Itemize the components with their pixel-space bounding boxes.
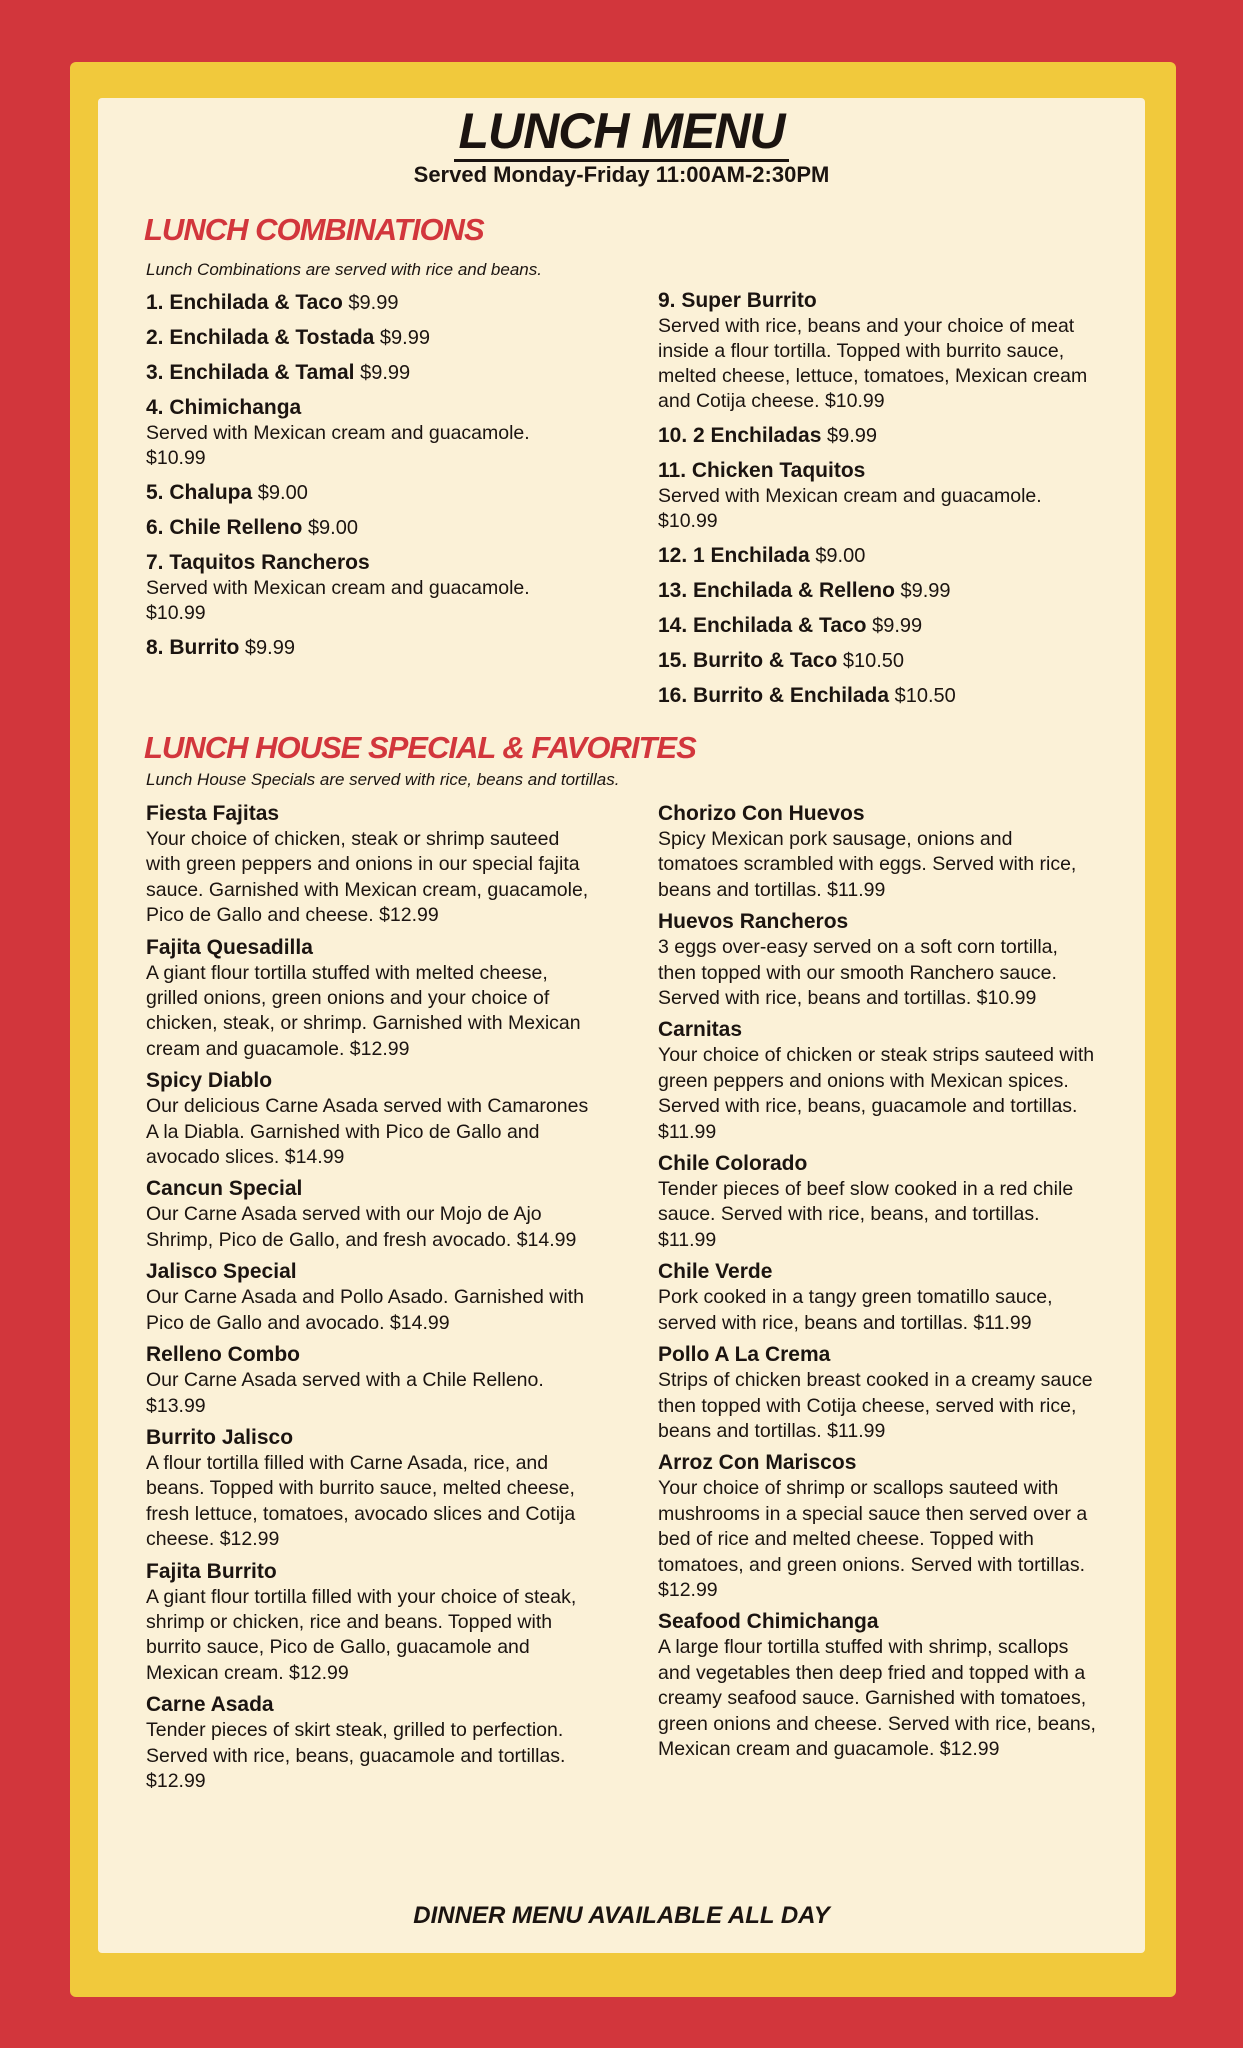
special-item <box>658 1342 1098 1444</box>
combo-item <box>146 395 586 471</box>
special-description: Our Carne Asada served with our Mojo de Ajo Shrimp, Pico de Gallo, and fresh avocado. $14.99 <box>146 1203 577 1251</box>
special-description: Our Carne Asada and Pollo Asado. Garnished with Pico de Gallo and avocado. $14.99 <box>146 1286 584 1334</box>
special-item <box>658 1259 1098 1336</box>
combo-price: $10.50 <box>894 685 956 707</box>
combo-price: $9.99 <box>360 362 411 384</box>
special-description: Your choice of chicken or steak strips sauteed with green peppers and onions with Mexican spices. Served with rice, beans, guacamole and tortillas. $11.99 <box>658 1044 1095 1143</box>
combo-name: 14. Enchilada & Taco <box>658 614 867 637</box>
special-description: 3 eggs over-easy served on a soft corn tortilla, then topped with our smooth Ranchero sauce. Served with rice, beans and tortillas. $10.99 <box>658 936 1058 1010</box>
special-item <box>146 1692 591 1794</box>
combinations-right-column <box>658 288 1098 718</box>
combo-name: 16. Burrito & Enchilada <box>658 684 890 707</box>
special-description: Strips of chicken breast cooked in a creamy sauce then topped with Cotija cheese, served with rice, beans and tortillas. $11.99 <box>658 1369 1093 1442</box>
special-description: A giant flour tortilla stuffed with melted cheese, grilled onions, green onions and your choice of chicken, steak, or shrimp. Garnished with Mexican cream and guacamole. $12.99 <box>146 961 581 1060</box>
combo-item <box>658 648 1098 674</box>
special-name: Relleno Combo <box>146 1343 301 1367</box>
special-item <box>146 1342 591 1419</box>
combo-description: Served with Mexican cream and guacamole. $10.99 <box>146 422 530 469</box>
combo-description: Served with Mexican cream and guacamole. $10.99 <box>658 485 1042 532</box>
combo-price: $9.99 <box>872 615 923 637</box>
special-name: Pollo A La Crema <box>658 1343 831 1367</box>
combo-name: 12. 1 Enchilada <box>658 544 810 567</box>
combo-item <box>658 578 1098 604</box>
combo-name: 8. Burrito <box>146 636 240 659</box>
combo-item <box>146 550 586 626</box>
special-name: Arroz Con Mariscos <box>658 1451 857 1475</box>
special-name: Fajita Quesadilla <box>146 935 313 959</box>
special-description: A flour tortilla filled with Carne Asada, rice, and beans. Topped with burrito sauce, melted cheese, fresh lettuce, tomatoes, avocado slices and Cotija cheese. $12.99 <box>146 1451 576 1551</box>
specials-left-column <box>146 801 591 1800</box>
combo-item <box>658 613 1098 639</box>
combo-item <box>658 288 1098 414</box>
special-name: Chile Verde <box>658 1260 773 1284</box>
combo-name: 10. 2 Enchiladas <box>658 424 822 447</box>
combo-item <box>146 360 586 386</box>
special-item <box>658 801 1098 903</box>
specials-heading: LUNCH HOUSE SPECIAL & FAVORITES <box>144 730 696 765</box>
special-description: Tender pieces of beef slow cooked in a red chile sauce. Served with rice, beans, and tortillas. $11.99 <box>658 1178 1074 1251</box>
special-item <box>146 801 591 929</box>
special-name: Fiesta Fajitas <box>146 802 280 825</box>
combo-name: 3. Enchilada & Tamal <box>146 361 355 384</box>
special-name: Jalisco Special <box>146 1260 297 1284</box>
combinations-heading: LUNCH COMBINATIONS <box>144 212 484 247</box>
special-description: Pork cooked in a tangy green tomatillo sauce, served with rice, beans and tortillas. $11.99 <box>658 1286 1053 1334</box>
menu-title <box>0 102 1243 160</box>
special-item <box>146 1176 591 1253</box>
combo-item <box>146 325 586 351</box>
special-description: A large flour tortilla stuffed with shrimp, scallops and vegetables then deep fried and topped with a creamy seafood sauce. Garnished with tomatoes, green onions and cheese. Served with rice, beans, Mexican cream and guacamole. $12.99 <box>658 1636 1096 1760</box>
special-name: Chile Colorado <box>658 1152 808 1176</box>
special-name: Cancun Special <box>146 1177 303 1201</box>
special-item <box>658 1151 1098 1253</box>
special-description: Our delicious Carne Asada served with Camarones A la Diabla. Garnished with Pico de Gallo and avocado slices. $14.99 <box>146 1095 589 1169</box>
special-name: Seafood Chimichanga <box>658 1610 879 1634</box>
special-name: Carnitas <box>658 1018 743 1042</box>
special-name: Chorizo Con Huevos <box>658 802 865 825</box>
footer-note: DINNER MENU AVAILABLE ALL DAY <box>413 1902 830 1929</box>
menu-title-text: LUNCH MENU <box>454 103 788 162</box>
combo-name: 4. Chimichanga <box>146 396 302 419</box>
special-description: Your choice of chicken, steak or shrimp sauteed with green peppers and onions in our special fajita sauce. Garnished with Mexican cream, guacamole, Pico de Gallo and cheese. $12.99 <box>146 828 589 927</box>
special-item <box>146 1425 591 1553</box>
combo-item <box>658 458 1098 534</box>
combo-item <box>146 290 586 316</box>
combo-name: 2. Enchilada & Tostada <box>146 326 375 349</box>
special-item <box>146 1559 591 1687</box>
combinations-note: Lunch Combinations are served with rice and beans. <box>146 260 542 279</box>
special-name: Huevos Rancheros <box>658 910 849 934</box>
combo-name: 5. Chalupa <box>146 481 253 504</box>
combo-item <box>658 423 1098 449</box>
combo-name: 15. Burrito & Taco <box>658 649 838 672</box>
combo-item <box>146 635 586 661</box>
combo-item <box>658 543 1098 569</box>
special-description: Your choice of shrimp or scallops sauteed with mushrooms in a special sauce then served over a bed of rice and melted cheese. Topped with tomatoes, and green onions. Served with tortillas. $12.99 <box>658 1477 1088 1601</box>
special-name: Carne Asada <box>146 1693 274 1717</box>
special-item <box>658 1450 1098 1603</box>
special-item <box>146 1068 591 1170</box>
combo-price: $9.99 <box>826 425 878 447</box>
combo-price: $9.00 <box>815 545 866 567</box>
combo-name: 1. Enchilada & Taco <box>146 291 343 314</box>
special-item <box>658 1017 1098 1145</box>
combo-name: 9. Super Burrito <box>658 289 817 312</box>
special-description: Our Carne Asada served with a Chile Relleno. $13.99 <box>146 1369 544 1417</box>
special-item <box>146 935 591 1063</box>
combo-item <box>658 683 1098 709</box>
combo-price: $9.00 <box>257 482 308 504</box>
combo-price: $9.99 <box>244 637 295 659</box>
combo-price: $9.99 <box>900 580 951 602</box>
combo-name: 13. Enchilada & Relleno <box>658 579 895 602</box>
combo-name: 7. Taquitos Rancheros <box>146 551 370 574</box>
combo-name: 11. Chicken Taquitos <box>658 459 866 482</box>
combo-price: $9.99 <box>379 327 430 349</box>
combinations-left-column <box>146 290 586 670</box>
special-name: Fajita Burrito <box>146 1559 277 1583</box>
special-name: Burrito Jalisco <box>146 1425 294 1449</box>
special-name: Spicy Diablo <box>146 1069 273 1093</box>
specials-right-column <box>658 801 1098 1768</box>
serving-hours: Served Monday-Friday 11:00AM-2:30PM <box>413 162 830 187</box>
special-item <box>658 1609 1098 1762</box>
special-description: Spicy Mexican pork sausage, onions and tomatoes scrambled with eggs. Served with rice, beans and tortillas. $11.99 <box>658 828 1077 901</box>
special-description: A giant flour tortilla filled with your choice of steak, shrimp or chicken, rice and beans. Topped with burrito sauce, Pico de Gallo, guacamole and Mexican cream. $12.99 <box>146 1585 577 1684</box>
combo-price: $10.50 <box>842 650 905 672</box>
special-item <box>146 1259 591 1336</box>
combo-description: Served with Mexican cream and guacamole. $10.99 <box>146 577 530 624</box>
combo-price: $9.99 <box>348 292 399 314</box>
specials-note: Lunch House Specials are served with rice, beans and tortillas. <box>146 770 620 789</box>
special-description: Tender pieces of skirt steak, grilled to perfection. Served with rice, beans, guacamole and tortillas. $12.99 <box>146 1719 566 1792</box>
combo-item <box>146 515 586 541</box>
special-item <box>658 909 1098 1011</box>
combo-description: Served with rice, beans and your choice of meat inside a flour tortilla. Topped with burrito sauce, melted cheese, lettuce, tomatoes, Mexican cream and Cotija cheese. $10.99 <box>658 315 1088 412</box>
combo-item <box>146 480 586 506</box>
combo-name: 6. Chile Relleno <box>146 516 303 539</box>
combo-price: $9.00 <box>307 517 358 539</box>
